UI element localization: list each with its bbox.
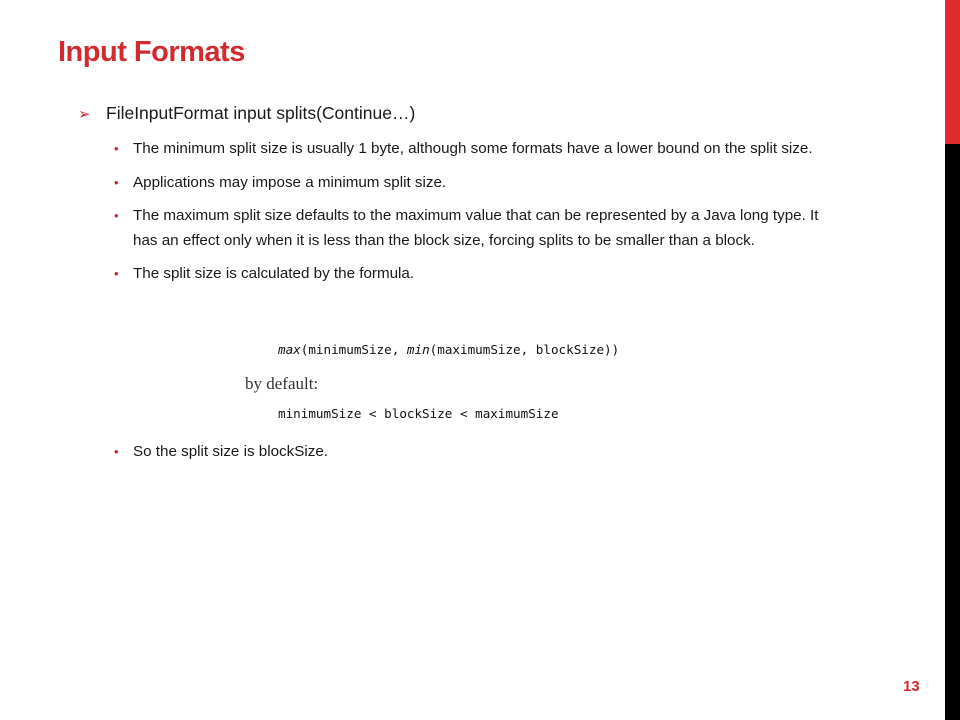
sub-bullet-text: The split size is calculated by the formula. — [133, 265, 415, 282]
dot-bullet-icon: • — [114, 444, 119, 459]
formula-min-fn: min — [406, 342, 430, 357]
sub-bullet-item — [112, 262, 832, 287]
sub-bullet-list — [112, 137, 832, 296]
formula-max-fn: max — [278, 342, 301, 357]
sidebar-accent-black — [945, 144, 960, 720]
main-bullet — [78, 103, 415, 124]
page-number: 13 — [903, 678, 920, 695]
dot-bullet-icon: • — [114, 174, 119, 190]
sub-bullet-text: Applications may impose a minimum split size. — [133, 173, 447, 191]
main-bullet-text: FileInputFormat input splits(Continue…) — [106, 103, 416, 123]
arrow-bullet-icon: ➢ — [78, 105, 91, 123]
dot-bullet-icon: • — [114, 141, 119, 156]
dot-bullet-icon: • — [114, 208, 119, 223]
sub-bullet-item — [112, 204, 832, 253]
sub-bullet-item-last — [112, 440, 328, 464]
formula-part1: (minimumSize, — [300, 342, 407, 357]
formula-part2: (maximumSize, blockSize)) — [429, 342, 620, 357]
dot-bullet-icon: • — [114, 266, 119, 281]
sub-bullet-item — [112, 137, 832, 162]
sub-bullet-text: The minimum split size is usually 1 byte, although some formats have a lower bound on the split size. — [133, 140, 813, 157]
by-default-label: by default: — [245, 374, 319, 393]
sub-bullet-item — [112, 171, 832, 196]
sub-bullet-text: So the split size is blockSize. — [133, 443, 328, 460]
split-size-formula — [278, 342, 619, 357]
sub-bullet-text: The maximum split size defaults to the maximum value that can be represented by a Java long type. It has an effect only when it is less than the block size, forcing splits to be smaller than a block. — [133, 207, 819, 249]
slide-title: Input Formats — [58, 36, 245, 68]
sidebar-accent-red — [945, 0, 960, 144]
default-condition: minimumSize < blockSize < maximumSize — [278, 406, 559, 421]
